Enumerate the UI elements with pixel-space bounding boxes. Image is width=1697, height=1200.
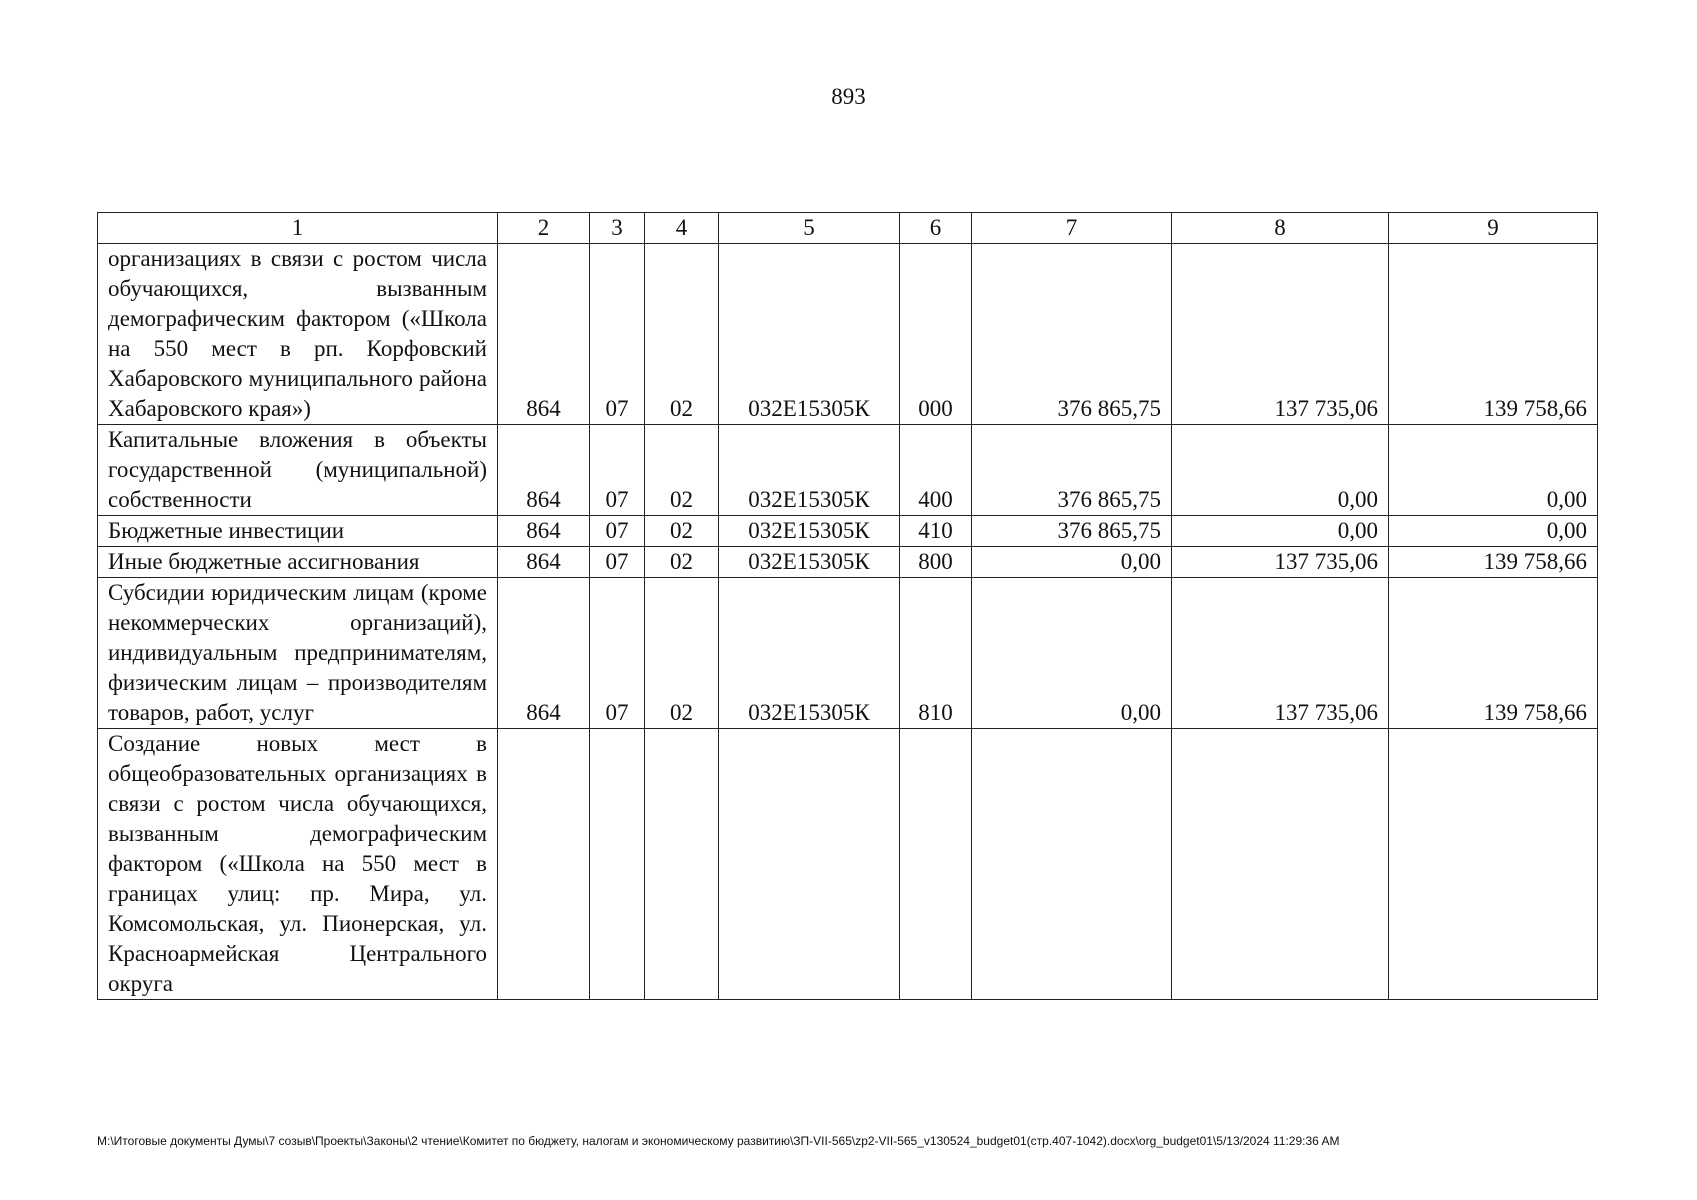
row-sum-2: 137 735,06	[1172, 547, 1389, 578]
table-row	[98, 516, 1598, 547]
row-pr: 02	[645, 547, 719, 578]
row-name: Бюджетные инвестиции	[98, 516, 498, 547]
row-csr: 032E15305К	[719, 425, 900, 516]
header-col-9: 9	[1389, 213, 1598, 244]
header-col-8: 8	[1172, 213, 1389, 244]
row-csr: 032E15305К	[719, 578, 900, 729]
row-csr	[719, 729, 900, 1000]
row-sum-3: 139 758,66	[1389, 578, 1598, 729]
row-grbs: 864	[498, 578, 590, 729]
row-name: Капитальные вложения в объекты государственной (муниципальной) собственности	[98, 425, 498, 516]
row-vr: 800	[900, 547, 972, 578]
row-pr: 02	[645, 578, 719, 729]
row-grbs: 864	[498, 547, 590, 578]
row-sum-1: 376 865,75	[972, 244, 1172, 425]
page-number: 893	[831, 84, 866, 109]
header-col-7: 7	[972, 213, 1172, 244]
row-sum-3: 0,00	[1389, 516, 1598, 547]
row-sum-1: 376 865,75	[972, 516, 1172, 547]
row-sum-3: 139 758,66	[1389, 547, 1598, 578]
row-grbs: 864	[498, 425, 590, 516]
row-csr: 032E15305К	[719, 547, 900, 578]
row-sum-3: 139 758,66	[1389, 244, 1598, 425]
row-name: организациях в связи с ростом числа обучающихся, вызванным демографическим фактором («Школа на 550 мест в рп. Корфовский Хабаровского муниципального района Хабаровского края»)	[98, 244, 498, 425]
table-row	[98, 547, 1598, 578]
row-vr: 000	[900, 244, 972, 425]
document-path-footer: M:\Итоговые документы Думы\7 созыв\Проекты\Законы\2 чтение\Комитет по бюджету, налогам и экономическому развитию\ЗП-VII-565\zp2-VII-565_v130524_budget01(стр.407-1042).docx\org_budget01\5/13/2024 11:29:36 AM	[97, 1134, 1340, 1148]
table-row	[98, 578, 1598, 729]
row-sum-2	[1172, 729, 1389, 1000]
row-sum-1: 0,00	[972, 547, 1172, 578]
row-csr: 032E15305К	[719, 244, 900, 425]
header-col-1: 1	[98, 213, 498, 244]
row-rz: 07	[590, 578, 645, 729]
row-sum-1	[972, 729, 1172, 1000]
row-pr: 02	[645, 516, 719, 547]
row-vr: 810	[900, 578, 972, 729]
row-grbs: 864	[498, 516, 590, 547]
row-rz: 07	[590, 547, 645, 578]
row-sum-2: 137 735,06	[1172, 244, 1389, 425]
row-grbs: 864	[498, 244, 590, 425]
row-grbs	[498, 729, 590, 1000]
header-col-4: 4	[645, 213, 719, 244]
row-sum-3: 0,00	[1389, 425, 1598, 516]
header-col-6: 6	[900, 213, 972, 244]
row-vr: 410	[900, 516, 972, 547]
row-sum-1: 0,00	[972, 578, 1172, 729]
table-row	[98, 729, 1598, 1000]
row-name: Иные бюджетные ассигнования	[98, 547, 498, 578]
row-pr: 02	[645, 425, 719, 516]
row-rz: 07	[590, 425, 645, 516]
table-row	[98, 244, 1598, 425]
row-rz: 07	[590, 244, 645, 425]
row-csr: 032E15305К	[719, 516, 900, 547]
header-col-2: 2	[498, 213, 590, 244]
row-name: Субсидии юридическим лицам (кроме некоммерческих организаций), индивидуальным предпринимателям, физическим лицам – производителям товаров, работ, услуг	[98, 578, 498, 729]
row-vr	[900, 729, 972, 1000]
table-header-row	[98, 213, 1598, 244]
header-col-3: 3	[590, 213, 645, 244]
row-pr: 02	[645, 244, 719, 425]
row-sum-2: 0,00	[1172, 425, 1389, 516]
row-rz	[590, 729, 645, 1000]
row-sum-3	[1389, 729, 1598, 1000]
row-pr	[645, 729, 719, 1000]
row-vr: 400	[900, 425, 972, 516]
table-row	[98, 425, 1598, 516]
row-sum-2: 137 735,06	[1172, 578, 1389, 729]
row-sum-2: 0,00	[1172, 516, 1389, 547]
row-sum-1: 376 865,75	[972, 425, 1172, 516]
row-rz: 07	[590, 516, 645, 547]
header-col-5: 5	[719, 213, 900, 244]
row-name: Создание новых мест в общеобразовательных организациях в связи с ростом числа обучающихся, вызванным демографическим фактором («Школа на 550 мест в границах улиц: пр. Мира, ул. Комсомольская, ул. Пионерская, ул. Красноармейская Центрального округа	[98, 729, 498, 1000]
budget-table	[97, 212, 1598, 1000]
